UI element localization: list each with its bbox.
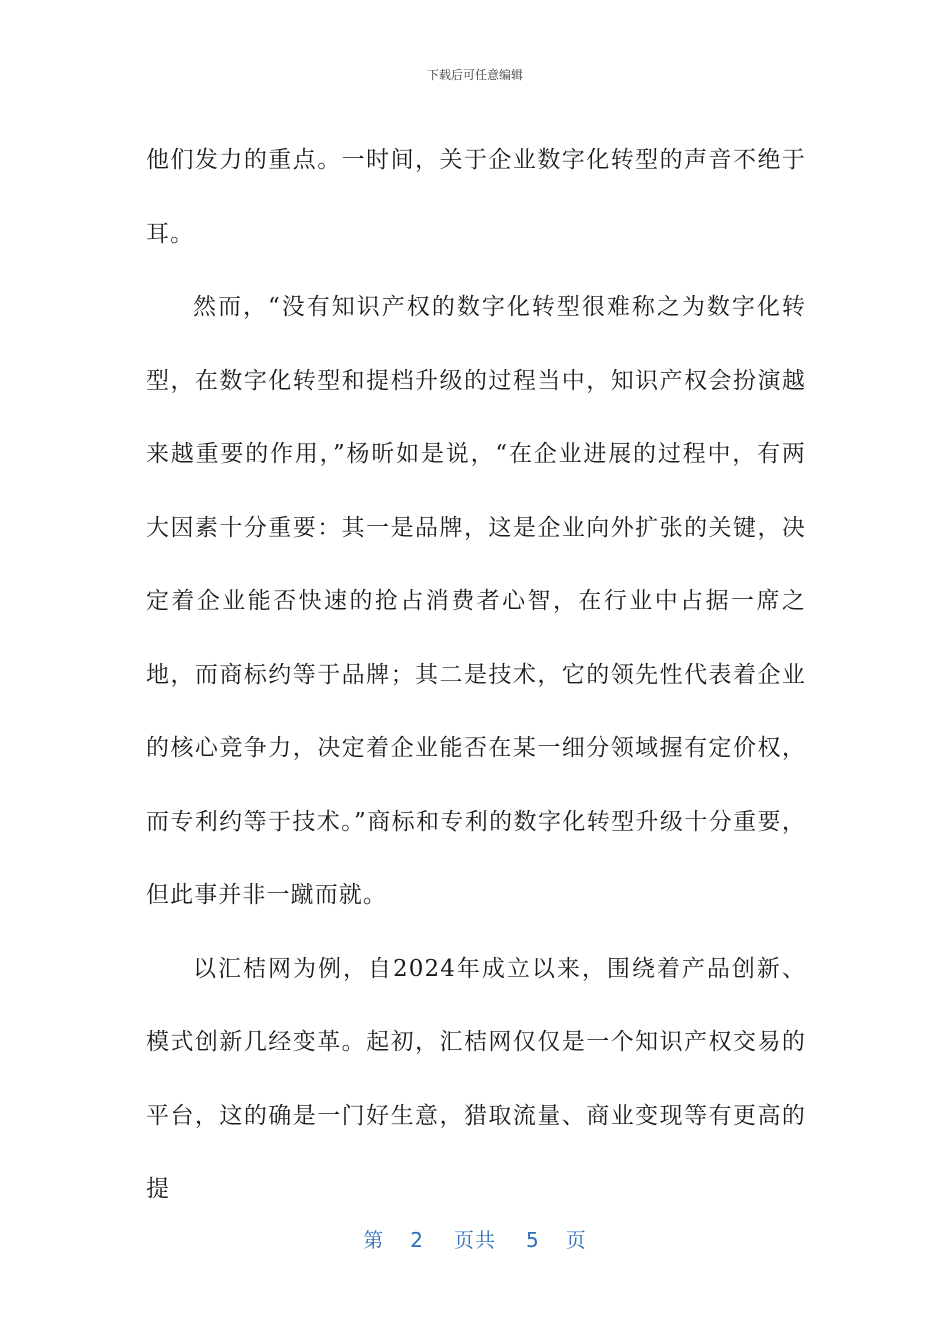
paragraph-3: 以汇桔网为例，自2024年成立以来，围绕着产品创新、模式创新几经变革。起初，汇桔网仅仅是一个知识产权交易的平台，这的确是一门好生意，猎取流量、商业变现等有更高的提 [146,955,806,1202]
current-page-number: 2 [410,1228,424,1252]
page-header-note: 下载后可任意编辑 [426,68,523,82]
paragraph-2: 然而，“没有知识产权的数字化转型很难称之为数字化转型，在数字化转型和提档升级的过程当中，知识产权会扮演越来越重要的作用，”杨昕如是说，“在企业进展的过程中，有两大因素十分重要：其一是品牌，这是企业向外扩张的关键，决定着企业能否快速的抢占消费者心智，在行业中占据一席之地，而商标约等于品牌；其二是技术，它的领先性代表着企业的核心竞争力，决定着企业能否在某一细分领域握有定价权，而专利约等于技术。”商标和专利的数字化转型升级十分重要，但此事并非一蹴而就。 [146,294,806,908]
footer-middle: 页共 [454,1228,496,1252]
footer-prefix: 第 [363,1228,385,1252]
document-body [146,124,806,1227]
footer-suffix: 页 [565,1228,587,1252]
total-page-number: 5 [526,1228,540,1252]
paragraph-1: 他们发力的重点。一时间，关于企业数字化转型的声音不绝于耳。 [146,147,806,247]
page-number-footer [0,1224,950,1253]
